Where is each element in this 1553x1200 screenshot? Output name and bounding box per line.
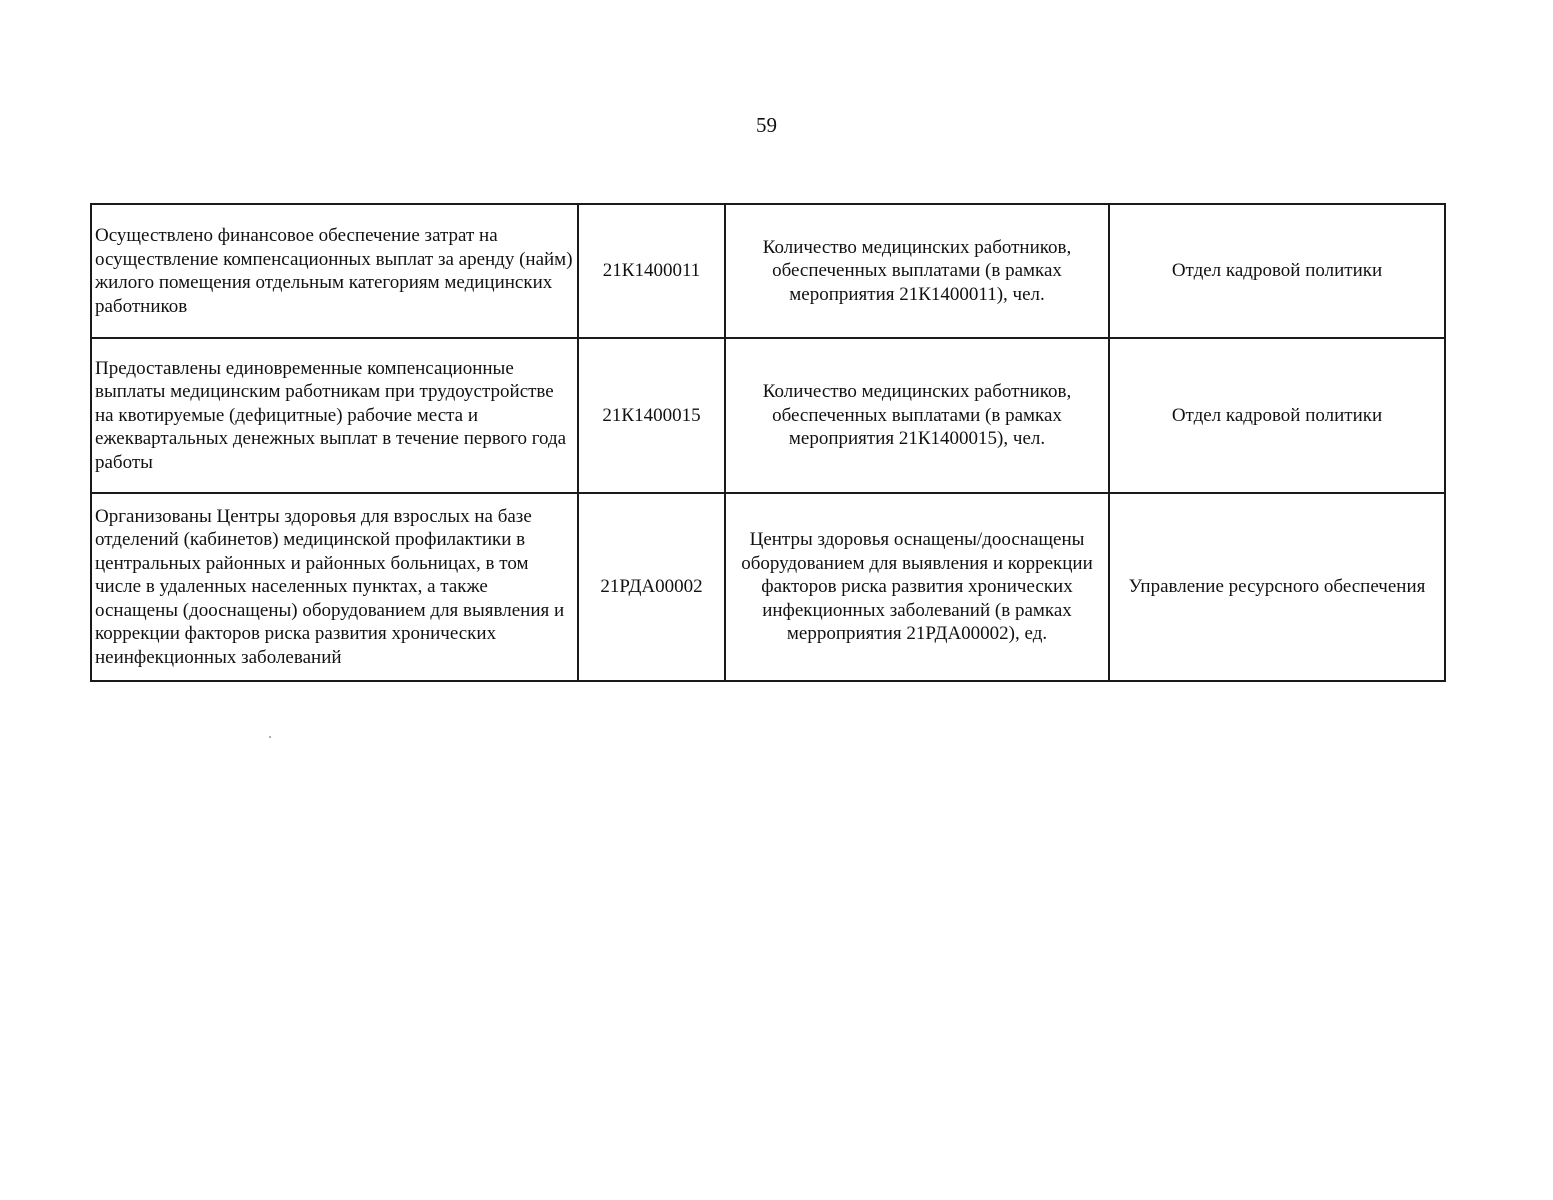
table-row — [91, 204, 1445, 338]
responsible-cell: Управление ресурсного обеспечения — [1109, 493, 1445, 681]
measure-code-cell: 21К1400015 — [578, 338, 725, 493]
measure-description-cell: Предоставлены единовременные компенсационные выплаты медицинским работникам при трудоустройстве на квотируемые (дефицитные) рабочие места и ежеквартальных денежных выплат в течение первого года работы — [91, 338, 578, 493]
measures-table — [90, 203, 1446, 682]
scan-speck — [269, 736, 271, 738]
indicator-cell: Центры здоровья оснащены/дооснащены оборудованием для выявления и коррекции факторов риска развития хронических инфекционных заболеваний (в рамках мерроприятия 21РДА00002), ед. — [725, 493, 1109, 681]
measure-description-cell: Осуществлено финансовое обеспечение затрат на осуществление компенсационных выплат за аренду (найм) жилого помещения отдельным категориям медицинских работников — [91, 204, 578, 338]
measure-code-cell: 21К1400011 — [578, 204, 725, 338]
responsible-cell: Отдел кадровой политики — [1109, 338, 1445, 493]
table-row — [91, 338, 1445, 493]
measure-code-cell: 21РДА00002 — [578, 493, 725, 681]
responsible-cell: Отдел кадровой политики — [1109, 204, 1445, 338]
measure-description-cell: Организованы Центры здоровья для взрослых на базе отделений (кабинетов) медицинской профилактики в центральных районных и районных больницах, в том числе в удаленных населенных пунктах, а также оснащены (дооснащены) оборудованием для выявления и коррекции факторов риска развития хронических неинфекционных заболеваний — [91, 493, 578, 681]
page-number: 59 — [756, 113, 777, 137]
indicator-cell: Количество медицинских работников, обеспеченных выплатами (в рамках мероприятия 21К1400011), чел. — [725, 204, 1109, 338]
table-row — [91, 493, 1445, 681]
indicator-cell: Количество медицинских работников, обеспеченных выплатами (в рамках мероприятия 21К1400015), чел. — [725, 338, 1109, 493]
